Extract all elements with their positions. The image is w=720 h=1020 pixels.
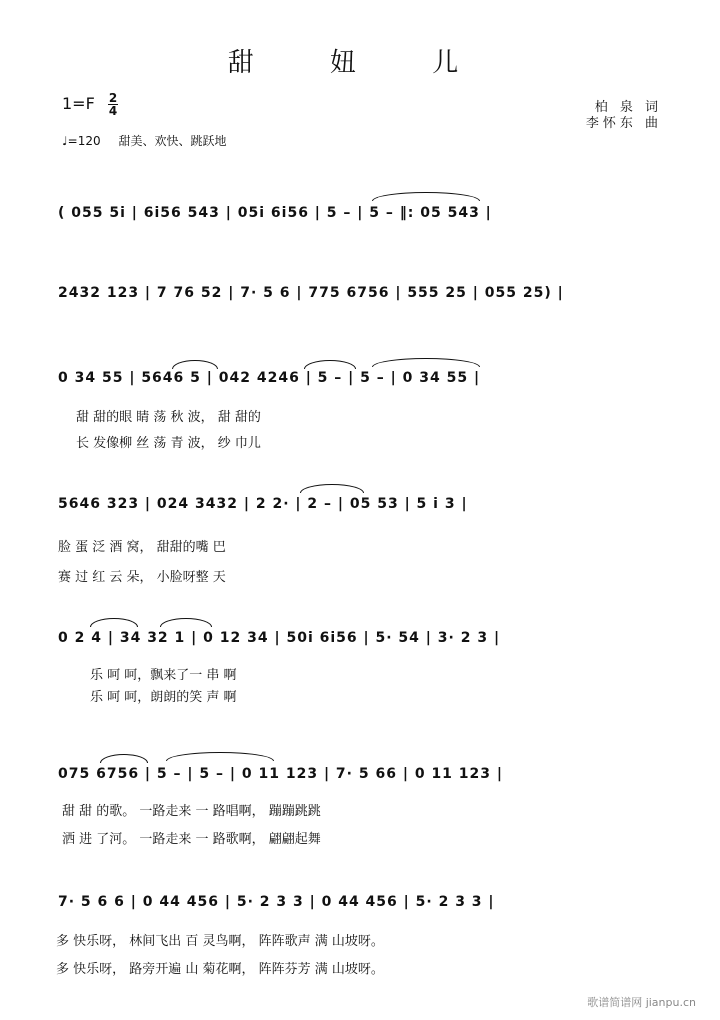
lyrics-row-5-verse-2: 乐 呵 呵，朗朗的笑 声 啊 <box>90 690 237 705</box>
notation-row-7: 7· 5 6 6 | 0 44 456 | 5· 2 3 3 | 0 44 456 | 5· 2 3 3 | <box>58 894 495 910</box>
tempo-marking <box>62 132 240 149</box>
watermark: 歌谱简谱网 jianpu.cn <box>587 996 696 1009</box>
key-signature <box>62 92 118 117</box>
time-signature <box>108 92 118 117</box>
slur <box>304 360 356 369</box>
lyrics-row-7-verse-1: 多 快乐呀， 林间飞出 百 灵鸟啊， 阵阵歌声 满 山坡呀。 <box>56 934 384 949</box>
tempo-value: ♩=120 <box>62 134 101 148</box>
lyrics-row-4-verse-1: 脸 蛋 泛 酒 窝， 甜甜的嘴 巴 <box>58 540 226 555</box>
notation-row-4: 5646 323 | 024 3432 | 2 2· | 2 – | 05 53 | 5 i 3 | <box>58 496 468 512</box>
notation-row-6: 075 6756 | 5 – | 5 – | 0 11 123 | 7· 5 66 | 0 11 123 | <box>58 766 504 782</box>
slur <box>100 754 148 763</box>
notation-row-1: ( 055 5i | 6i56 543 | 05i 6i56 | 5 – | 5 – ‖: 05 543 | <box>58 205 492 221</box>
time-denominator: 4 <box>108 104 118 118</box>
notation-row-3: 0 34 55 | 5646 5 | 042 4246 | 5 – | 5 – | 0 34 55 | <box>58 370 481 386</box>
slur <box>372 358 480 367</box>
slur <box>300 484 364 493</box>
notation-row-2: 2432 123 | 7 76 52 | 7· 5 6 | 775 6756 | 555 25 | 055 25) | <box>58 285 564 301</box>
time-numerator: 2 <box>108 91 118 105</box>
slur <box>166 752 274 761</box>
slur <box>160 618 212 627</box>
lyrics-row-7-verse-2: 多 快乐呀， 路旁开遍 山 菊花啊， 阵阵芬芳 满 山坡呀。 <box>56 962 384 977</box>
lyrics-row-6-verse-2: 洒 进 了河。 一路走来 一 路歌啊， 翩翩起舞 <box>62 832 321 847</box>
expression-text: 甜美、欢快、跳跃地 <box>118 134 227 148</box>
lyrics-row-5-verse-1: 乐 呵 呵，飘来了一 串 啊 <box>90 668 237 683</box>
slur <box>172 360 218 369</box>
lyricist-credit: 柏 泉 词 <box>594 100 662 115</box>
slur <box>372 192 480 201</box>
song-title: 甜 妞 儿 <box>227 48 493 78</box>
composer-credit: 李怀东 曲 <box>585 116 662 131</box>
notation-row-5: 0 2 4 | 34 32 1 | 0 12 34 | 50i 6i56 | 5· 54 | 3· 2 3 | <box>58 630 501 646</box>
key-label: 1=F <box>62 94 95 113</box>
slur <box>90 618 138 627</box>
lyrics-row-4-verse-2: 赛 过 红 云 朵， 小脸呀整 天 <box>58 570 226 585</box>
lyrics-row-3-verse-2: 长 发像柳 丝 荡 青 波， 纱 巾儿 <box>76 436 261 451</box>
lyrics-row-6-verse-1: 甜 甜 的歌。 一路走来 一 路唱啊， 蹦蹦跳跳 <box>62 804 321 819</box>
lyrics-row-3-verse-1: 甜 甜的眼 睛 荡 秋 波， 甜 甜的 <box>76 410 261 425</box>
